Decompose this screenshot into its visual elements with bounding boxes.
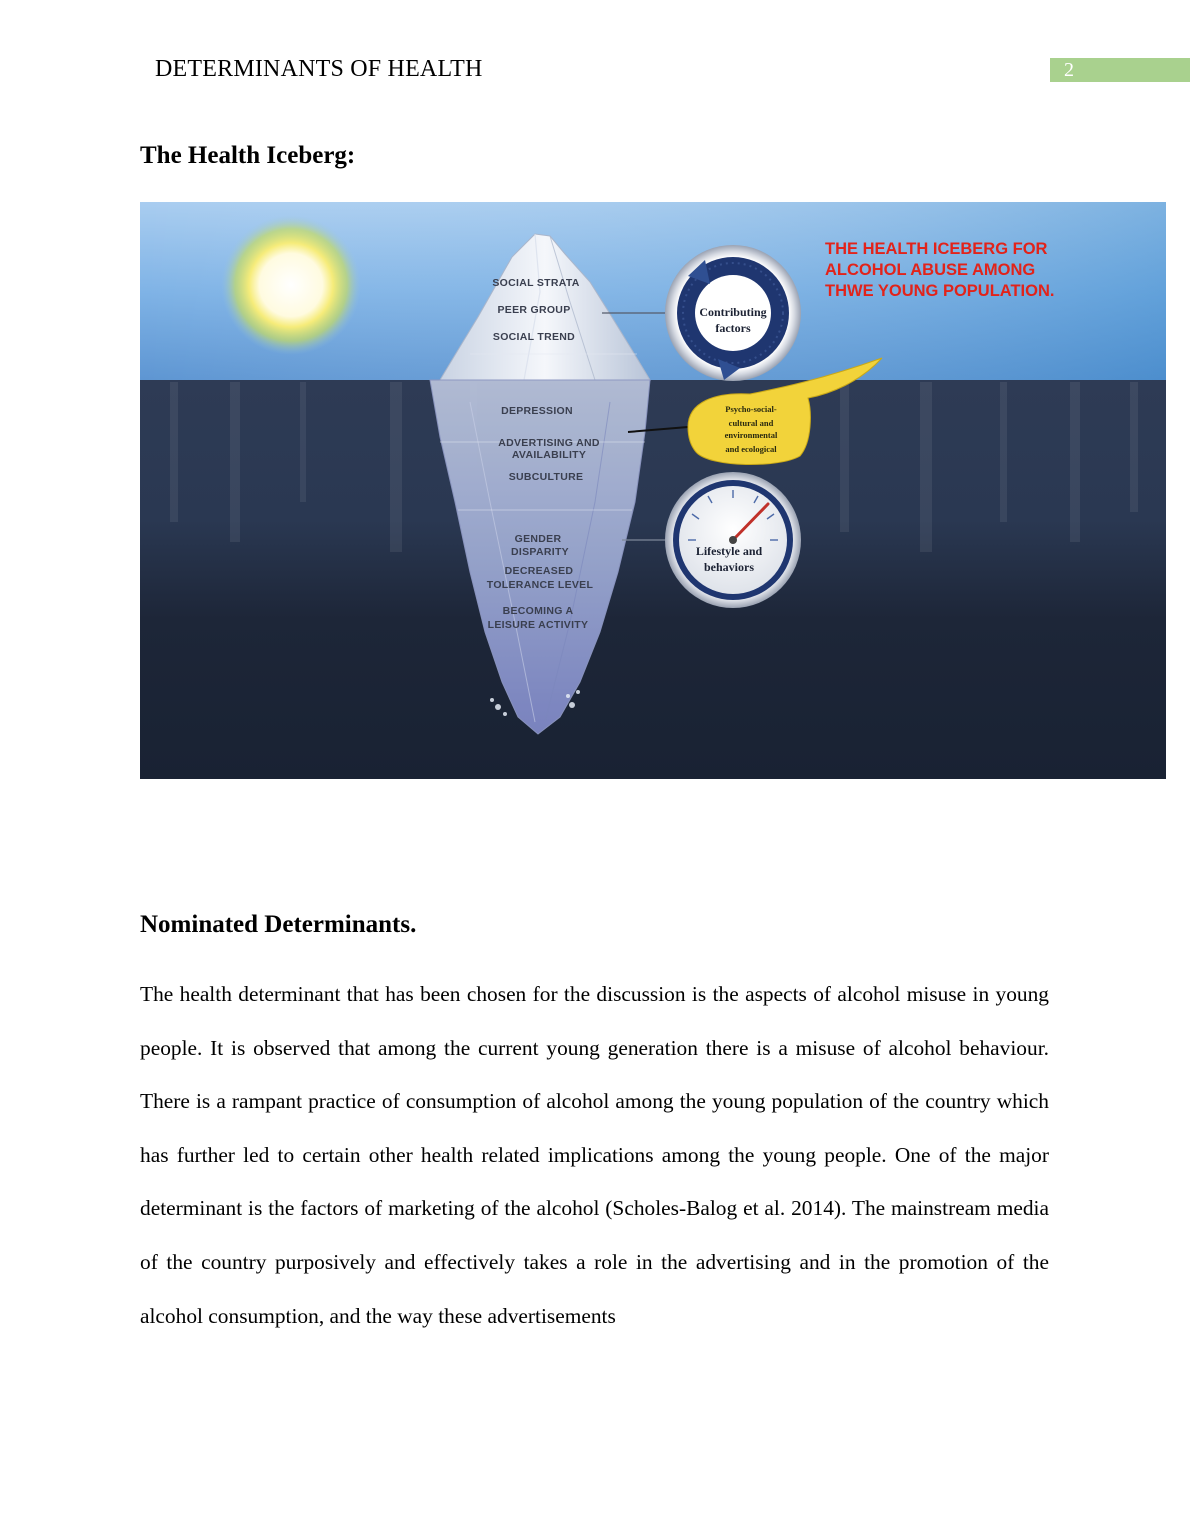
bubble-label-line1: Psycho-social- [725,404,777,414]
section-heading-nominated: Nominated Determinants. [140,911,417,938]
figure-title-line2: ALCOHOL ABUSE AMONG [825,261,1036,279]
lifestyle-label-line2: behaviors [703,560,755,574]
water-background [140,380,1166,779]
bubble-label-line3: environmental [724,430,778,440]
label-gender: GENDER [514,533,562,545]
bubble-label-line4: and ecological [725,444,777,454]
label-subculture: SUBCULTURE [508,471,584,483]
contributing-factors-label-line1: Contributing [699,305,767,319]
body-paragraph: The health determinant that has been chosen for the discussion is the aspects of alcohol misuse in young people. It is observed that among the current young generation there is a misuse of alcohol behaviour. There is a rampant practice of consumption of alcohol among the young population of the country which has further led to certain other health related implications among the young people. One of the major determinant is the factors of marketing of the alcohol (Scholes-Balog et al. 2014). The mainstream media of the country purposively and effectively takes a role in the advertising and in the promotion of the alcohol consumption, and the way these advertisements [140,982,1049,1328]
page-number: 2 [1050,58,1190,82]
lifestyle-label-line1: Lifestyle and [695,544,763,558]
figure-title-line3: THWE YOUNG POPULATION. [825,282,1055,300]
label-social-trend: SOCIAL TREND [492,331,576,343]
running-head: DETERMINANTS OF HEALTH [155,56,483,82]
figure-title-line1: THE HEALTH ICEBERG FOR [825,240,1048,258]
bubble-label-line2: cultural and [728,418,774,428]
label-advertising-and: ADVERTISING AND [498,437,600,449]
lifestyle-gauge-icon [665,472,801,608]
label-disparity: DISPARITY [511,546,569,558]
label-social-strata: SOCIAL STRATA [492,277,580,289]
label-leisure-activity: LEISURE ACTIVITY [487,619,589,631]
section-heading-iceberg: The Health Iceberg: [140,142,356,169]
label-depression: DEPRESSION [501,405,573,417]
contributing-factors-label-line2: factors [715,321,751,335]
sun-icon [221,215,361,355]
label-availability: AVAILABILITY [511,449,587,461]
contributing-factors-icon [665,245,801,381]
health-iceberg-figure [140,202,1166,779]
label-becoming-a: BECOMING A [502,605,574,617]
label-tolerance-level: TOLERANCE LEVEL [486,579,594,591]
label-decreased: DECREASED [504,565,574,577]
label-peer-group: PEER GROUP [497,304,571,316]
